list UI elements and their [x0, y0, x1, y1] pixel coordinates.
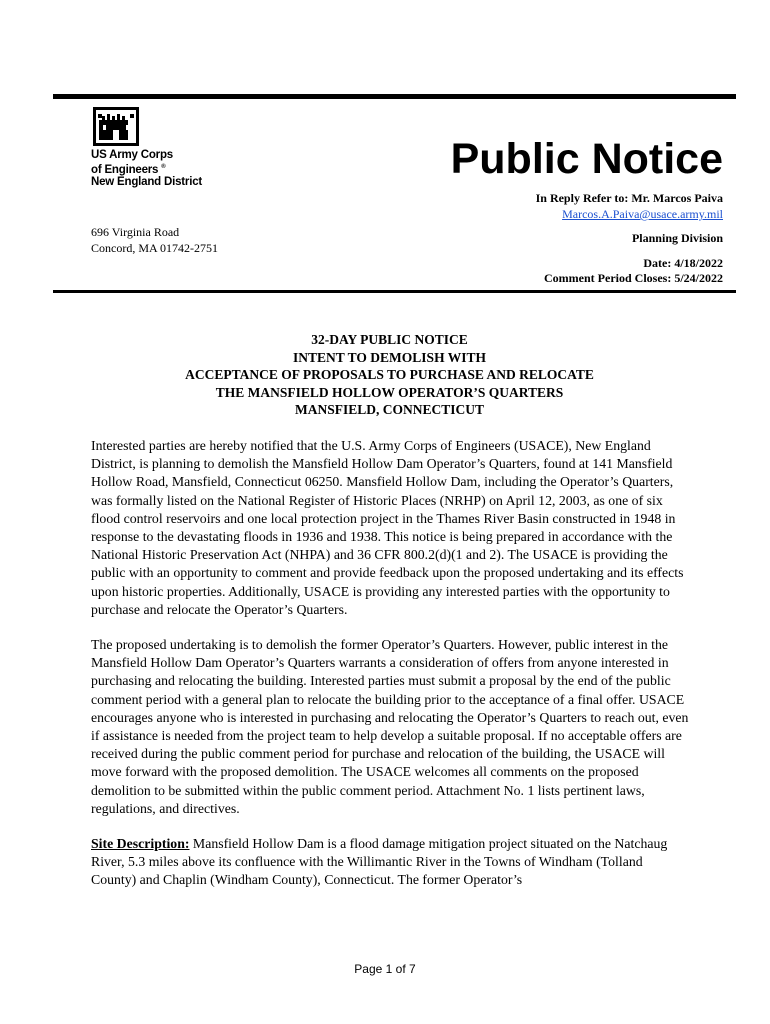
- address-block: [91, 224, 218, 256]
- heading-line-1: 32-DAY PUBLIC NOTICE: [311, 332, 468, 347]
- site-description-text: Mansfield Hollow Dam is a flood damage mitigation project situated on the Natchaug River, 5.3 miles above its confluence with the Willimantic River in the Towns of Windham (Tolland County) and Chaplin (Windham County), Connecticut. The former Operator’s: [91, 836, 668, 888]
- address-line-1: 696 Virginia Road: [91, 225, 180, 239]
- notice-date: Date: 4/18/2022: [643, 256, 723, 270]
- page-title: Public Notice: [450, 135, 723, 183]
- org-line-2: of Engineers: [91, 163, 159, 176]
- heading-line-5: MANSFIELD, CONNECTICUT: [294, 402, 485, 417]
- heading-line-4: THE MANSFIELD HOLLOW OPERATOR’S QUARTERS: [215, 384, 564, 400]
- top-rule: [53, 94, 736, 99]
- paragraph-intro: Interested parties are hereby notified that the U.S. Army Corps of Engineers (USACE), New England District, is planning to demolish the Mansfield Hollow Dam Operator’s Quarters, found at 141 Mansfield Hollow Road, Mansfield, Connecticut 06250. Mansfield Hollow Dam, including the Operator’s Quarters, was formally listed on the National Register of Historic Places (NRHP) on April 12, 2003, as one of six flood control reservoirs and one local protection project in the Thames River Basin constructed in 1948 in response to the devastating floods in 1936 and 1938. This notice is being prepared in accordance with the National Historic Preservation Act (NHPA) and 36 CFR 800.2(d)(1 and 2). The USACE is providing the public with an opportunity to comment and provide feedback upon the proposed undertaking and its effects upon historic properties. Additionally, USACE is providing any interested parties with the opportunity to purchase and relocate the Operator’s Quarters.: [91, 438, 684, 617]
- header-divider: [53, 290, 736, 293]
- heading-line-3: ACCEPTANCE OF PROPOSALS TO PURCHASE AND RELOCATE: [185, 367, 594, 382]
- org-line-1: US Army Corps: [91, 149, 173, 161]
- comment-close-date: Comment Period Closes: 5/24/2022: [544, 271, 723, 285]
- reply-block: [536, 190, 723, 222]
- paragraph-site-description: [91, 835, 689, 890]
- castle-icon: [93, 107, 139, 146]
- contact-email-link[interactable]: Marcos.A.Paiva@usace.army.mil: [562, 207, 723, 221]
- registered-mark: ®: [161, 164, 166, 170]
- reply-refer-label: In Reply Refer to: Mr. Marcos Paiva: [535, 191, 723, 205]
- site-description-label: Site Description:: [91, 836, 190, 852]
- address-line-2: Concord, MA 01742-2751: [91, 241, 218, 255]
- paragraph-undertaking: The proposed undertaking is to demolish the former Operator’s Quarters. However, public interest in the Mansfield Hollow Dam Operator’s Quarters warrants a consideration of offers from anyone interested in purchasing and relocating the building. Interested parties must submit a proposal by the end of the public comment period with a general plan to relocate the building prior to the acceptance of a final offer. USACE encourages anyone who is interested in purchasing and relocating the Operator’s Quarters to reach out, even if assistance is needed from the project team to help develop a suitable proposal. If no acceptable offers are received during the public comment period for purchase and relocation of the building, the USACE will move forward with the proposed demolition. The USACE welcomes all comments on the proposed demolition to be submitted within the public comment period. Attachment No. 1 lists pertinent laws, regulations, and directives.: [91, 637, 689, 816]
- dates-block: [544, 256, 723, 286]
- heading-line-2: INTENT TO DEMOLISH WITH: [293, 349, 486, 365]
- notice-body: [91, 437, 689, 907]
- page-number: Page 1 of 7: [354, 962, 416, 976]
- org-name: [91, 149, 202, 188]
- org-line-3: New England District: [91, 175, 203, 188]
- notice-heading: [91, 331, 688, 419]
- division-label: Planning Division: [631, 231, 723, 245]
